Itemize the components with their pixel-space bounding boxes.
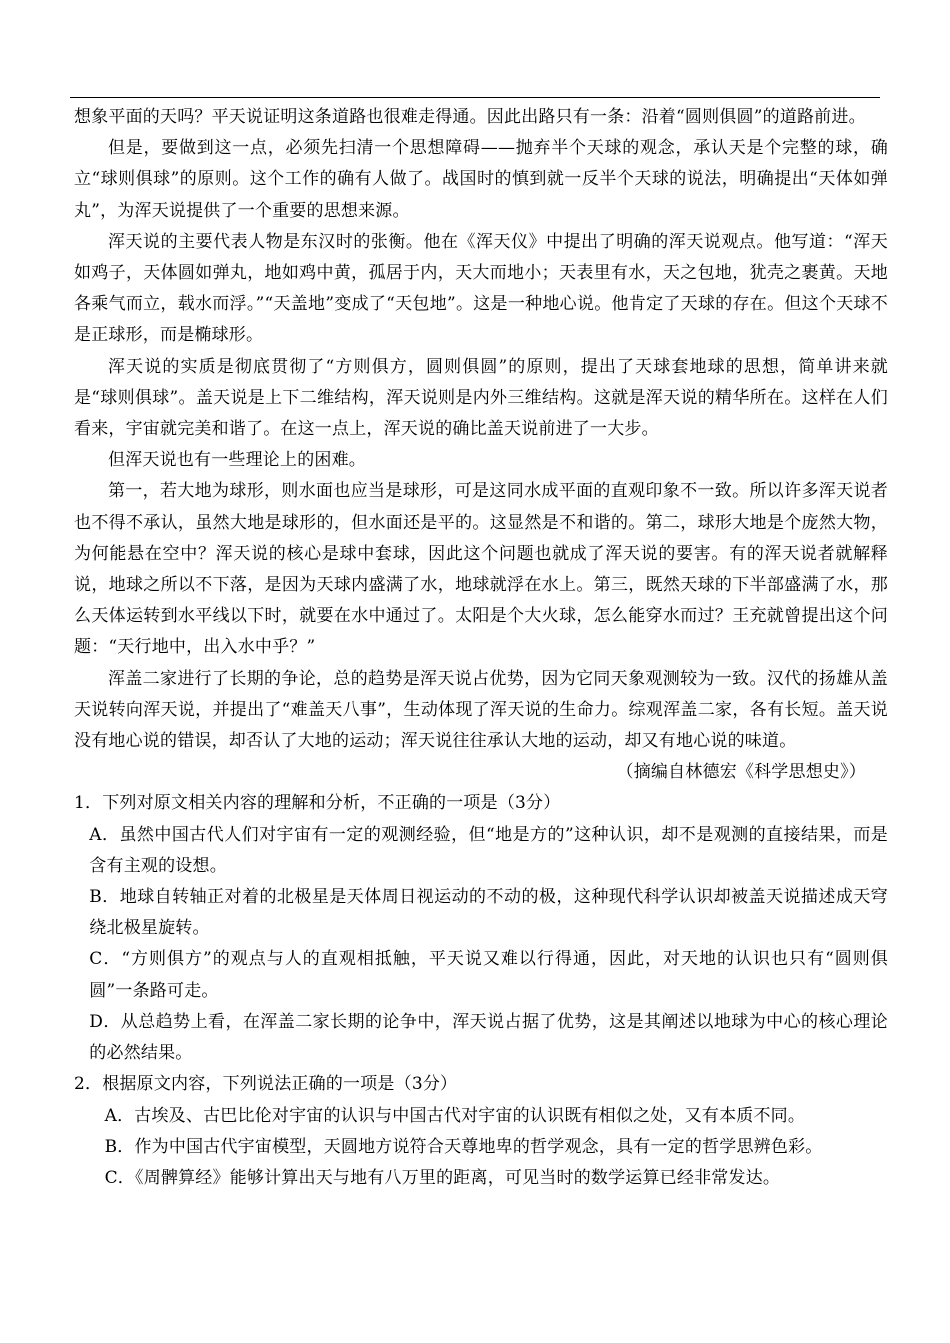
paragraph: 但是，要做到这一点，必须先扫清一个思想障碍——抛弃半个天球的观念，承认天是个完整的球，确立“球则俱球”的原则。这个工作的确有人做了。战国时的慎到就一反半个天球的说法，明确提出“天体如弹丸”，为浑天说提供了一个重要的思想来源。 xyxy=(74,138,888,221)
question-1-option-a: A．虽然中国古代人们对宇宙有一定的观测经验，但“地是方的”这种认识，却不是观测的直接结果，而是含有主观的设想。 xyxy=(89,824,888,876)
question-1-option-d: D．从总趋势上看，在浑盖二家长期的论争中，浑天说占据了优势，这是其阐述以地球为中心的核心理论的必然结果。 xyxy=(89,1011,888,1064)
question-2-option-a: A．古埃及、古巴比伦对宇宙的认识与中国古代对宇宙的认识既有相似之处，又有本质不同。 xyxy=(104,1105,806,1126)
question-2-option-c: C．《周髀算经》能够计算出天与地有八万里的距离，可见当时的数学运算已经非常发达。 xyxy=(104,1167,781,1188)
paragraph: 浑盖二家进行了长期的争论，总的趋势是浑天说占优势，因为它同天象观测较为一致。汉代的扬雄从盖天说转向浑天说，并提出了“难盖天八事”，生动体现了浑天说的生命力。综观浑盖二家，各有长短。盖天说没有地心说的错误，却否认了大地的运动；浑天说往往承认大地的运动，却又有地心说的味道。 xyxy=(74,668,888,752)
paragraph: 想象平面的天吗？平天说证明这条道路也很难走得通。因此出路只有一条：沿着“圆则俱圆”的道路前进。 xyxy=(74,107,866,127)
article-body xyxy=(74,102,888,1194)
question-stem-1: 1．下列对原文相关内容的理解和分析，不正确的一项是（3分） xyxy=(74,793,561,814)
paragraph: 但浑天说也有一些理论上的困难。 xyxy=(108,450,366,471)
question-1-option-c: C．“方则俱方”的观点与人的直观相抵触，平天说又难以行得通，因此，对天地的认识也只有“圆则俱圆”一条路可走。 xyxy=(89,949,888,1001)
paragraph: 浑天说的主要代表人物是东汉时的张衡。他在《浑天仪》中提出了明确的浑天说观点。他写道：“浑天如鸡子，天体圆如弹丸，地如鸡中黄，孤居于内，天大而地小；天表里有水，天之包地，犹壳之裹黄。天地各乘气而立，载水而浮。”“天盖地”变成了“天包地”。这是一种地心说。他肯定了天球的存在。但这个天球不是正球形，而是椭球形。 xyxy=(74,231,888,346)
question-2-option-b: B．作为中国古代宇宙模型，天圆地方说符合天尊地卑的哲学观念，具有一定的哲学思辨色彩。 xyxy=(104,1136,823,1157)
paragraph: 浑天说的实质是彻底贯彻了“方则俱方，圆则俱圆”的原则，提出了天球套地球的思想，简单讲来就是“球则俱球”。盖天说是上下二维结构，浑天说则是内外三维结构。这就是浑天说的精华所在。这样在人们看来，宇宙就完美和谐了。在这一点上，浑天说的确比盖天说前进了一大步。 xyxy=(74,356,888,440)
question-1-option-b: B．地球自转轴正对着的北极星是天体周日视运动的不动的极，这种现代科学认识却被盖天说描述成天穹绕北极星旋转。 xyxy=(89,887,888,939)
source-citation: （摘编自林德宏《科学思想史》） xyxy=(616,762,866,783)
header-rule xyxy=(70,97,880,98)
paragraph: 第一，若大地为球形，则水面也应当是球形，可是这同水成平面的直观印象不一致。所以许多浑天说者也不得不承认，虽然大地是球形的，但水面还是平的。这显然是不和谐的。第二，球形大地是个庞然大物，为何能悬在空中？浑天说的核心是球中套球，因此这个问题也就成了浑天说的要害。有的浑天说者就解释说，地球之所以不下落，是因为天球内盛满了水，地球就浮在水上。第三，既然天球的下半部盛满了水，那么天体运转到水平线以下时，就要在水中通过了。太阳是个大火球，怎么能穿水而过？王充就曾提出这个问题：“天行地中，出入水中乎？” xyxy=(74,481,888,658)
question-stem-2: 2．根据原文内容，下列说法正确的一项是（3分） xyxy=(74,1074,458,1095)
